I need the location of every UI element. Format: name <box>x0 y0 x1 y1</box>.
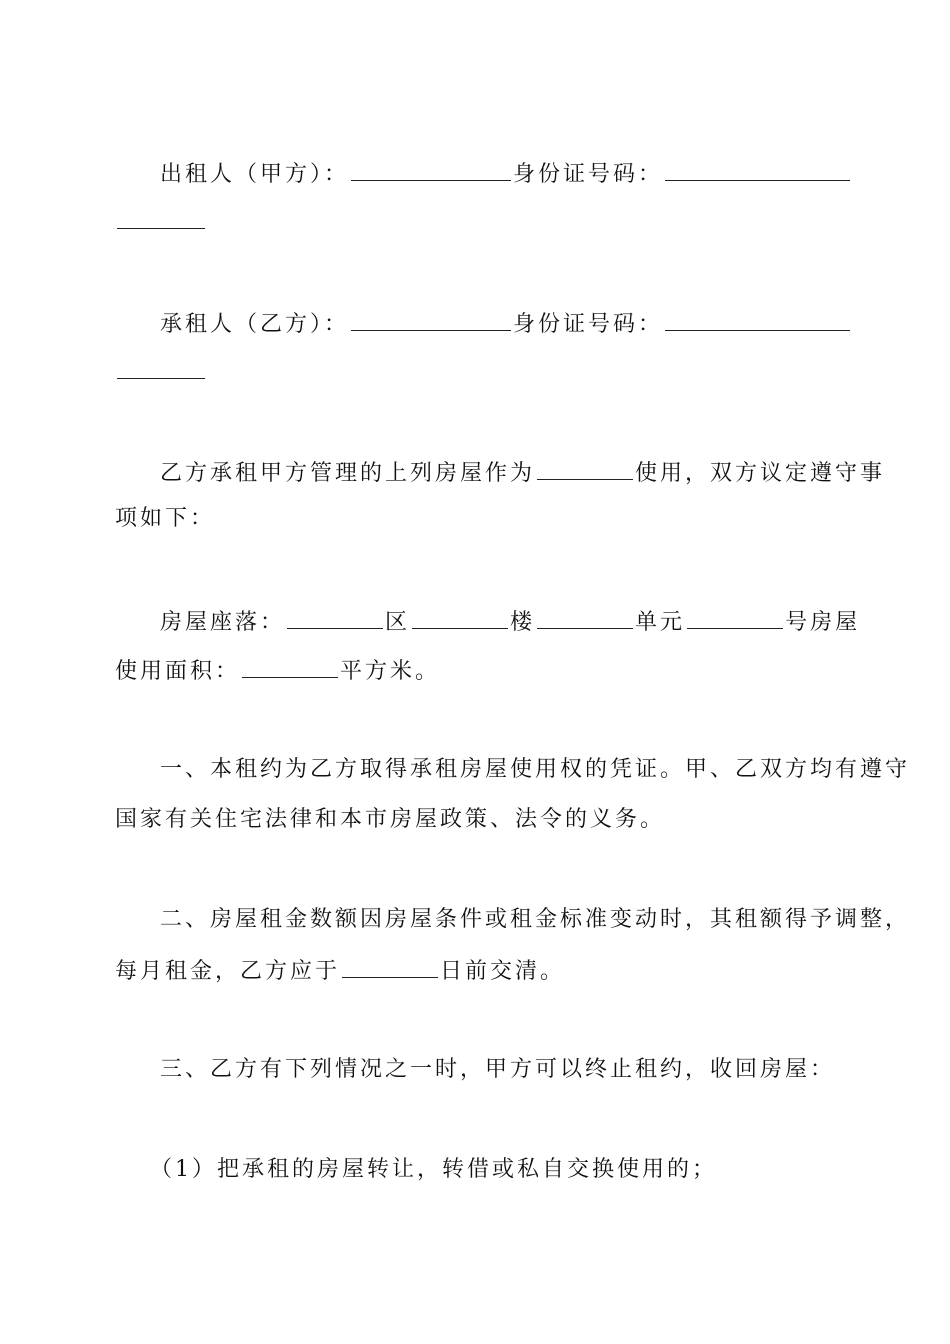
clause2-line-1: 二、房屋租金数额因房屋条件或租金标准变动时，其租额得予调整， <box>160 907 911 932</box>
unit-label: 单元 <box>635 610 686 635</box>
area-unit: 平方米。 <box>340 659 441 684</box>
intro-text-3: 项如下： <box>115 506 216 531</box>
lessor-line <box>160 158 837 189</box>
lessee-name-blank <box>351 308 511 331</box>
building-blank <box>412 606 508 629</box>
clause2-text-b: 日前交清。 <box>440 959 566 984</box>
lessor-id-label: 身份证号码： <box>513 162 664 187</box>
clause3-line-1: 三、乙方有下列情况之一时，甲方可以终止租约，收回房屋： <box>160 1057 836 1082</box>
usage-blank <box>537 457 633 480</box>
clause1-line-2: 国家有关住宅法律和本市房屋政策、法令的义务。 <box>115 807 666 832</box>
area-label: 使用面积： <box>115 659 241 684</box>
building-label: 楼 <box>510 610 536 635</box>
clause1-line-1: 一、本租约为乙方取得承租房屋使用权的凭证。甲、乙双方均有遵守 <box>160 757 911 782</box>
intro-text-2: 使用，双方议定遵守事 <box>635 461 886 486</box>
clause2-line-2 <box>115 955 837 986</box>
lessee-line <box>160 308 837 339</box>
district-blank <box>287 606 383 629</box>
clause2-text-a: 每月租金，乙方应于 <box>115 959 341 984</box>
room-label: 号房屋 <box>785 610 861 635</box>
lessee-id-label: 身份证号码： <box>513 312 664 337</box>
intro-text-1: 乙方承租甲方管理的上列房屋作为 <box>160 461 536 486</box>
lessee-id-continuation <box>115 356 837 387</box>
lessor-name-blank <box>351 158 511 181</box>
intro-line-1 <box>160 457 886 488</box>
area-blank <box>242 655 338 678</box>
lessor-label: 出租人（甲方）： <box>160 162 350 187</box>
lessee-label: 承租人（乙方）： <box>160 312 350 337</box>
room-blank <box>687 606 783 629</box>
location-line <box>160 606 861 637</box>
intro-line-2 <box>115 505 837 533</box>
lessor-id-continuation <box>115 206 837 237</box>
item1-line: （1）把承租的房屋转让，转借或私自交换使用的； <box>150 1157 717 1182</box>
unit-blank <box>537 606 633 629</box>
lessor-id-blank-cont <box>117 206 205 229</box>
location-label: 房屋座落： <box>160 610 286 635</box>
lessee-id-blank-cont <box>117 356 205 379</box>
district-label: 区 <box>385 610 411 635</box>
due-date-blank <box>342 955 438 978</box>
lessee-id-blank <box>665 308 850 331</box>
lessor-id-blank <box>665 158 850 181</box>
area-line <box>115 655 837 686</box>
